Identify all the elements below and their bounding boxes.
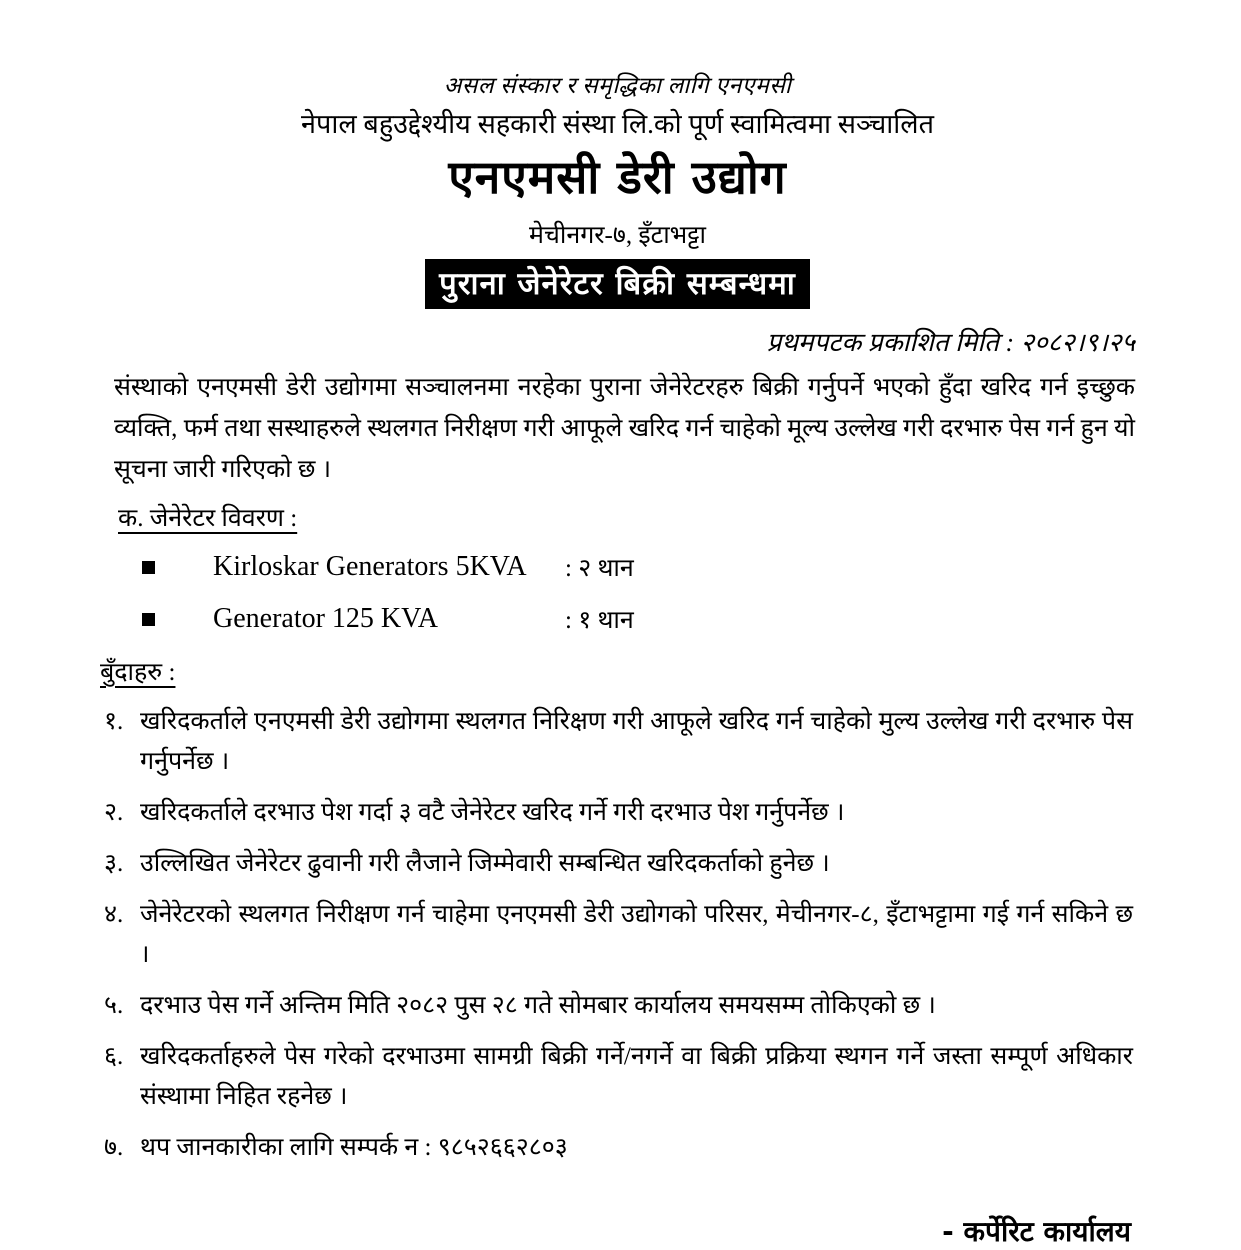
generator-qty: : २ थान <box>565 555 634 582</box>
point-text: उल्लिखित जेनेरेटर ढुवानी गरी लैजाने जिम्मेवारी सम्बन्धित खरिदकर्ताको हुनेछ । <box>140 850 830 877</box>
generator-section-heading: क. जेनेरेटर विवरण : <box>118 505 298 532</box>
point-number: ५. <box>104 992 124 1019</box>
notice-banner: पुराना जेनेरेटर बिक्री सम्बन्धमा <box>425 259 810 309</box>
signature-line: - कर्पेरिट कार्यालय <box>942 1215 1131 1248</box>
point-item <box>100 986 1135 1026</box>
published-date-line <box>100 323 1135 359</box>
generator-row <box>142 602 1135 636</box>
point-number: ७. <box>104 1134 124 1161</box>
point-text: दरभाउ पेस गर्ने अन्तिम मिति २०८२ पुस २८ गते सोमबार कार्यालय समयसम्म तोकिएको छ । <box>140 992 936 1019</box>
generator-row <box>142 550 1135 584</box>
point-number: २. <box>104 799 124 826</box>
square-bullet-icon <box>142 561 155 574</box>
point-text: खरिदकर्ताले दरभाउ पेश गर्दा ३ वटै जेनेरेटर खरिद गर्ने गरी दरभाउ पेश गर्नुपर्नेछ । <box>140 799 845 826</box>
points-section-heading: बुँदाहरु : <box>100 659 176 686</box>
point-item <box>100 793 1135 833</box>
point-text: जेनेरेटरको स्थलगत निरीक्षण गर्न चाहेमा एनएमसी डेरी उद्योगको परिसर, मेचीनगर-८, इँटाभट्टामा गई गर्न सकिने छ । <box>140 901 1133 968</box>
organization-subtitle: नेपाल बहुउद्देश्यीय सहकारी संस्था लि.को पूर्ण स्वामित्वमा सञ्चालित <box>301 109 934 139</box>
tagline: असल संस्कार र समृद्धिका लागि एनएमसी <box>443 73 792 98</box>
intro-paragraph: संस्थाको एनएमसी डेरी उद्योगमा सञ्चालनमा नरहेका पुराना जेनेरेटरहरु बिक्री गर्नुपर्ने भएको हुँदा खरिद गर्न इच्छुक व्यक्ति, फर्म तथा सस्थाहरुले स्थलगत निरीक्षण गरी आफूले खरिद गर्न चाहेको मूल्य उल्लेख गरी दरभारु पेस गर्न हुन यो सूचना जारी गरिएको छ । <box>114 374 1135 483</box>
point-number: ३. <box>104 850 124 877</box>
published-date-value: २०८२।९।२५ <box>1020 328 1135 357</box>
generator-name: Kirloskar Generators 5KVA <box>213 551 527 582</box>
point-text: खरिदकर्ताले एनएमसी डेरी उद्योगमा स्थलगत निरिक्षण गरी आफूले खरिद गर्न चाहेको मुल्य उल्लेख गरी दरभारु पेस गर्नुपर्नेछ । <box>140 708 1133 775</box>
point-item <box>100 844 1135 884</box>
points-list <box>100 702 1135 1168</box>
point-number: १. <box>104 708 124 735</box>
generator-name: Generator 125 KVA <box>213 603 438 634</box>
point-item <box>100 1128 1135 1168</box>
page-title: एनएमसी डेरी उद्योग <box>448 150 787 204</box>
address-line: मेचीनगर-७, इँटाभट्टा <box>529 222 706 249</box>
point-item <box>100 1037 1135 1117</box>
generator-qty: : १ थान <box>565 607 634 634</box>
notice-banner-row <box>100 259 1135 309</box>
point-text: थप जानकारीका लागि सम्पर्क न : ९८५२६६२८०३ <box>140 1134 568 1161</box>
point-number: ४. <box>104 901 124 928</box>
point-text: खरिदकर्ताहरुले पेस गरेको दरभाउमा सामग्री बिक्री गर्ने/नगर्ने वा बिक्री प्रक्रिया स्थगन गर्ने जस्ता सम्पूर्ण अधिकार संस्थामा निहित रहनेछ । <box>140 1043 1133 1110</box>
square-bullet-icon <box>142 613 155 626</box>
point-item <box>100 702 1135 782</box>
generator-list <box>100 550 1135 636</box>
point-item <box>100 895 1135 975</box>
published-date-label: प्रथमपटक प्रकाशित मिति : <box>766 328 1015 357</box>
point-number: ६. <box>104 1043 124 1070</box>
